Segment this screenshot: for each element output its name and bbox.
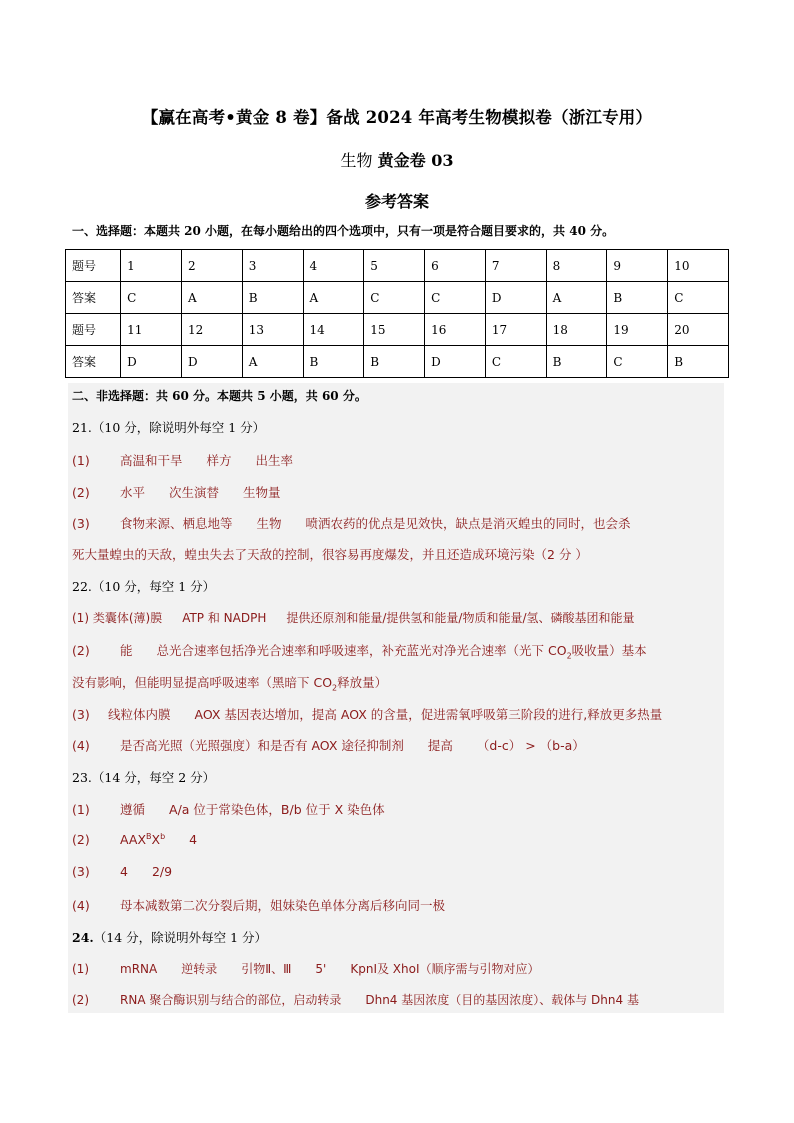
- q24-answer-1: [72, 960, 540, 977]
- answer-cell: A: [181, 282, 242, 314]
- answer-part: 提高: [427, 738, 453, 753]
- q22-head: 22.（10 分，每空 1 分）: [72, 579, 216, 594]
- q21-head: 21.（10 分，除说明外每空 1 分）: [72, 420, 266, 435]
- answer-part: 逆转录: [181, 962, 218, 976]
- row-header: 题号: [66, 250, 121, 282]
- answer-cell: B: [242, 282, 303, 314]
- answer-part: 喷洒农药的优点是见效快，缺点是消灭蝗虫的同时，也会杀: [305, 516, 631, 531]
- question-number-cell: 9: [607, 250, 668, 282]
- answer-part: AAX: [120, 832, 147, 848]
- question-number-cell: 6: [425, 250, 486, 282]
- answer-heading: 参考答案: [364, 192, 429, 211]
- answer-part: 总光合速率包括净光合速率和呼吸速率，补充蓝光对净光合速率（光下 CO: [156, 643, 567, 658]
- question-number-cell: 3: [242, 250, 303, 282]
- paper-label: 黄金卷 03: [377, 151, 454, 170]
- question-number-cell: 16: [425, 314, 486, 346]
- answer-cell: C: [485, 346, 546, 378]
- question-number-cell: 18: [546, 314, 607, 346]
- answer-cell: B: [607, 282, 668, 314]
- document-title: 【赢在高考•黄金 8 卷】备战 2024 年高考生物模拟卷（浙江专用）: [141, 108, 653, 127]
- answer-number: (2): [72, 485, 90, 500]
- table-row-numbers: [66, 250, 729, 282]
- answer-cell: C: [121, 282, 182, 314]
- answer-shading: [68, 383, 724, 1013]
- answer-number: (1): [72, 802, 90, 817]
- superscript: B: [146, 832, 152, 841]
- answer-part: 生物量: [243, 485, 281, 500]
- answer-number: (3): [72, 516, 90, 531]
- answer-number: (1): [72, 962, 89, 976]
- q22-answer-2-cont: [72, 673, 387, 693]
- answer-cell: A: [546, 282, 607, 314]
- answer-cell: D: [425, 346, 486, 378]
- answer-part: 4: [189, 832, 198, 848]
- question-number-cell: 1: [121, 250, 182, 282]
- q21-answer-3-cont: 死大量蝗虫的天敌，蝗虫失去了天敌的控制，很容易再度爆发，并且还造成环境污染（2 分 ）: [72, 547, 588, 562]
- question-number-cell: 4: [303, 250, 364, 282]
- answer-part: 是否高光照（光照强度）和是否有 AOX 途径抑制剂: [120, 738, 404, 753]
- answer-part: 次生演替: [169, 485, 220, 500]
- answer-part: 高温和干旱: [120, 453, 183, 468]
- question-number-cell: 5: [364, 250, 425, 282]
- answer-number: (4): [72, 898, 90, 913]
- answer-number: (3): [72, 707, 90, 722]
- paper-subtitle: [0, 148, 794, 171]
- answer-number: (1): [72, 453, 90, 468]
- question-number-cell: 11: [121, 314, 182, 346]
- subscript: 2: [566, 651, 572, 661]
- answer-part: 食物来源、栖息地等: [120, 516, 233, 531]
- q24-number: 24.: [72, 930, 94, 945]
- answer-part: ATP 和 NADPH: [182, 611, 267, 625]
- question-number-cell: 7: [485, 250, 546, 282]
- answer-part: 遵循: [120, 802, 146, 817]
- row-header: 答案: [66, 346, 121, 378]
- answer-cell: C: [364, 282, 425, 314]
- answer-part: 引物Ⅱ、Ⅲ: [241, 962, 292, 976]
- question-number-cell: 10: [668, 250, 729, 282]
- answer-part: AOX 基因表达增加，提高 AOX 的含量，促进需氧呼吸第三阶段的进行,释放更多热量: [194, 707, 663, 722]
- answer-cell: B: [668, 346, 729, 378]
- answer-number: (2): [72, 832, 90, 848]
- answer-number: (2): [72, 993, 89, 1007]
- q24-answer-2: [72, 991, 639, 1008]
- answer-part: X: [151, 832, 161, 848]
- answer-part: 提供还原剂和能量/提供氢和能量/物质和能量/氢、磷酸基团和能量: [286, 611, 635, 625]
- question-number-cell: 12: [181, 314, 242, 346]
- q23-head: 23.（14 分，每空 2 分）: [72, 770, 216, 785]
- row-header: 答案: [66, 282, 121, 314]
- q22-answer-4: [72, 736, 585, 754]
- question-number-cell: 20: [668, 314, 729, 346]
- q22-answer-2: [72, 641, 647, 661]
- superscript: b: [160, 832, 166, 841]
- answer-part: 母本减数第二次分裂后期，姐妹染色单体分离后移向同一极: [120, 898, 446, 913]
- answer-part: 4: [120, 864, 128, 879]
- q22-answer-1: [72, 609, 635, 626]
- subscript: 2: [332, 683, 338, 693]
- answer-part: 没有影响，但能明显提高呼吸速率（黑暗下 CO: [72, 675, 333, 690]
- section-two-title: 二、非选择题：共 60 分。本题共 5 小题，共 60 分。: [72, 389, 367, 403]
- answer-cell: D: [181, 346, 242, 378]
- answer-part: 水平: [120, 485, 146, 500]
- answer-number: (4): [72, 738, 90, 753]
- answer-part: 线粒体内膜: [108, 707, 171, 722]
- answer-number: (1): [72, 611, 89, 625]
- answer-cell: C: [607, 346, 668, 378]
- q21-answer-2: [72, 483, 281, 501]
- answer-cell: D: [121, 346, 182, 378]
- answer-part: 吸收量）基本: [571, 643, 647, 658]
- answer-part: 释放量）: [337, 675, 388, 690]
- answer-part: 能: [120, 643, 133, 658]
- answer-part: 生物: [256, 516, 282, 531]
- question-number-cell: 8: [546, 250, 607, 282]
- answer-cell: C: [425, 282, 486, 314]
- answer-cell: B: [546, 346, 607, 378]
- section-one-title: 一、选择题：本题共 20 小题，在每小题给出的四个选项中，只有一项是符合题目要求的，共 40 分。: [72, 224, 615, 238]
- answer-part: A/a 位于常染色体，B/b 位于 X 染色体: [169, 802, 385, 817]
- answer-part: KpnⅠ及 XhoI（顺序需与引物对应）: [350, 962, 540, 976]
- answer-cell: B: [303, 346, 364, 378]
- answer-cell: A: [242, 346, 303, 378]
- answer-part: 样方: [206, 453, 232, 468]
- answer-part: （d-c） > （b-a）: [476, 738, 585, 753]
- answer-number: (2): [72, 643, 90, 658]
- q23-answer-1: [72, 800, 385, 818]
- answer-cell: C: [668, 282, 729, 314]
- q23-answer-3: [72, 864, 172, 879]
- question-number-cell: 2: [181, 250, 242, 282]
- answer-part: RNA 聚合酶识别与结合的部位，启动转录: [120, 993, 342, 1007]
- question-number-cell: 13: [242, 314, 303, 346]
- table-row-answers: [66, 346, 729, 378]
- answer-part: 2/9: [151, 864, 173, 879]
- answer-part: Dhn4 基因浓度（目的基因浓度）、载体与 Dhn4 基: [365, 993, 639, 1007]
- answer-part: mRNA: [120, 962, 158, 976]
- answer-table: [65, 249, 729, 378]
- answer-cell: D: [485, 282, 546, 314]
- q24-head-text: （14 分，除说明外每空 1 分）: [93, 930, 268, 945]
- question-number-cell: 19: [607, 314, 668, 346]
- table-row-answers: [66, 282, 729, 314]
- answer-number: (3): [72, 864, 90, 879]
- answer-cell: A: [303, 282, 364, 314]
- row-header: 题号: [66, 314, 121, 346]
- answer-part: 5': [315, 962, 327, 976]
- q21-answer-3: [72, 514, 631, 532]
- answer-part: 类囊体(薄)膜: [92, 611, 163, 625]
- answer-part: 出生率: [255, 453, 294, 468]
- answer-cell: B: [364, 346, 425, 378]
- question-number-cell: 15: [364, 314, 425, 346]
- q24-head: [72, 928, 267, 946]
- table-row-numbers: [66, 314, 729, 346]
- question-number-cell: 17: [485, 314, 546, 346]
- question-number-cell: 14: [303, 314, 364, 346]
- q21-answer-1: [72, 451, 293, 469]
- q22-answer-3: [72, 705, 662, 723]
- q23-answer-4: [72, 896, 445, 914]
- q23-answer-2: [72, 832, 197, 847]
- subject-label: 生物: [340, 151, 373, 170]
